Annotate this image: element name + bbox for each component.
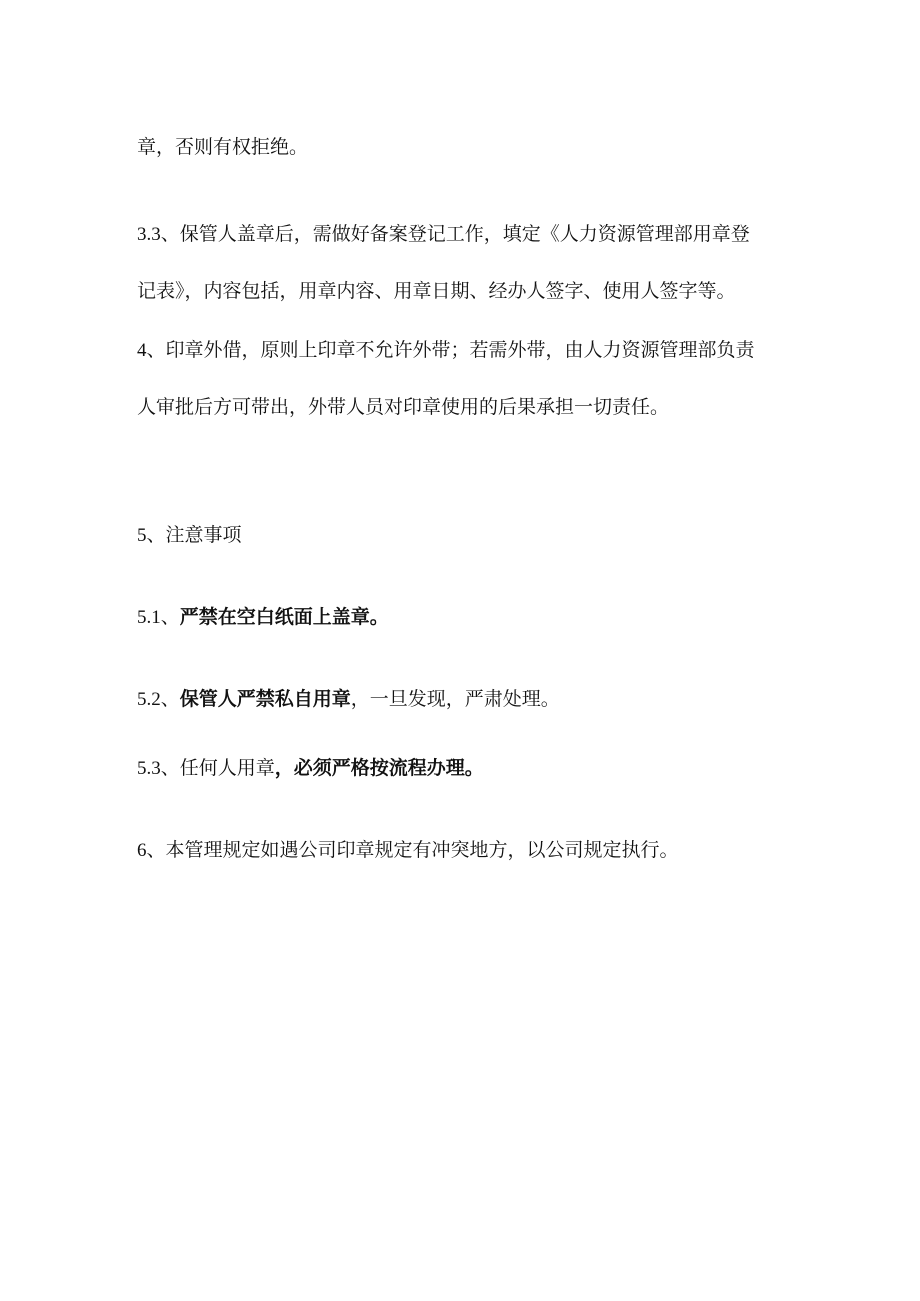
paragraph-4 xyxy=(137,322,797,435)
section-heading-5 xyxy=(137,516,797,555)
paragraph-text: 章，否则有权拒绝。 xyxy=(137,136,309,158)
section-number: 6 xyxy=(137,840,147,861)
paragraph-line xyxy=(137,206,797,263)
section-number: 4 xyxy=(137,340,147,361)
paragraph-line xyxy=(137,322,797,379)
paragraph-3-2-continuation xyxy=(137,128,797,166)
section-number: 5.1 xyxy=(137,607,161,628)
paragraph-text: 、印章外借，原则上印章不允许外带；若需外带，由人力资源管理部负责 xyxy=(146,339,755,361)
paragraph-text: 、本管理规定如遇公司印章规定有冲突地方，以公司规定执行。 xyxy=(146,839,679,861)
section-number: 5.3 xyxy=(137,758,161,779)
bold-text: 保管人严禁私自用章 xyxy=(179,688,351,710)
bold-text: 严禁在空白纸面上盖章。 xyxy=(179,606,389,628)
section-number: 5.2 xyxy=(137,689,161,710)
paragraph-line: 人审批后方可带出，外带人员对印章使用的后果承担一切责任。 xyxy=(137,396,670,418)
section-number: 3.3 xyxy=(137,224,161,245)
paragraph-5-3 xyxy=(137,749,797,788)
paragraph-6 xyxy=(137,831,797,870)
separator: 、 xyxy=(160,688,180,710)
paragraph-text: ，一旦发现，严肃处理。 xyxy=(350,688,560,710)
bold-text: ，必须严格按流程办理。 xyxy=(274,757,484,779)
paragraph-5-1 xyxy=(137,598,797,637)
section-number: 5 xyxy=(137,525,147,546)
paragraph-text: 、保管人盖章后，需做好备案登记工作，填定《人力资源管理部用章登 xyxy=(160,223,750,245)
paragraph-5-2 xyxy=(137,680,797,719)
separator: 、 xyxy=(160,606,180,628)
paragraph-text: 、任何人用章 xyxy=(160,757,275,779)
paragraph-line: 记表》，内容包括，用章内容、用章日期、经办人签字、使用人签字等。 xyxy=(137,280,736,302)
heading-text: 、注意事项 xyxy=(146,524,242,546)
paragraph-3-3 xyxy=(137,206,797,319)
